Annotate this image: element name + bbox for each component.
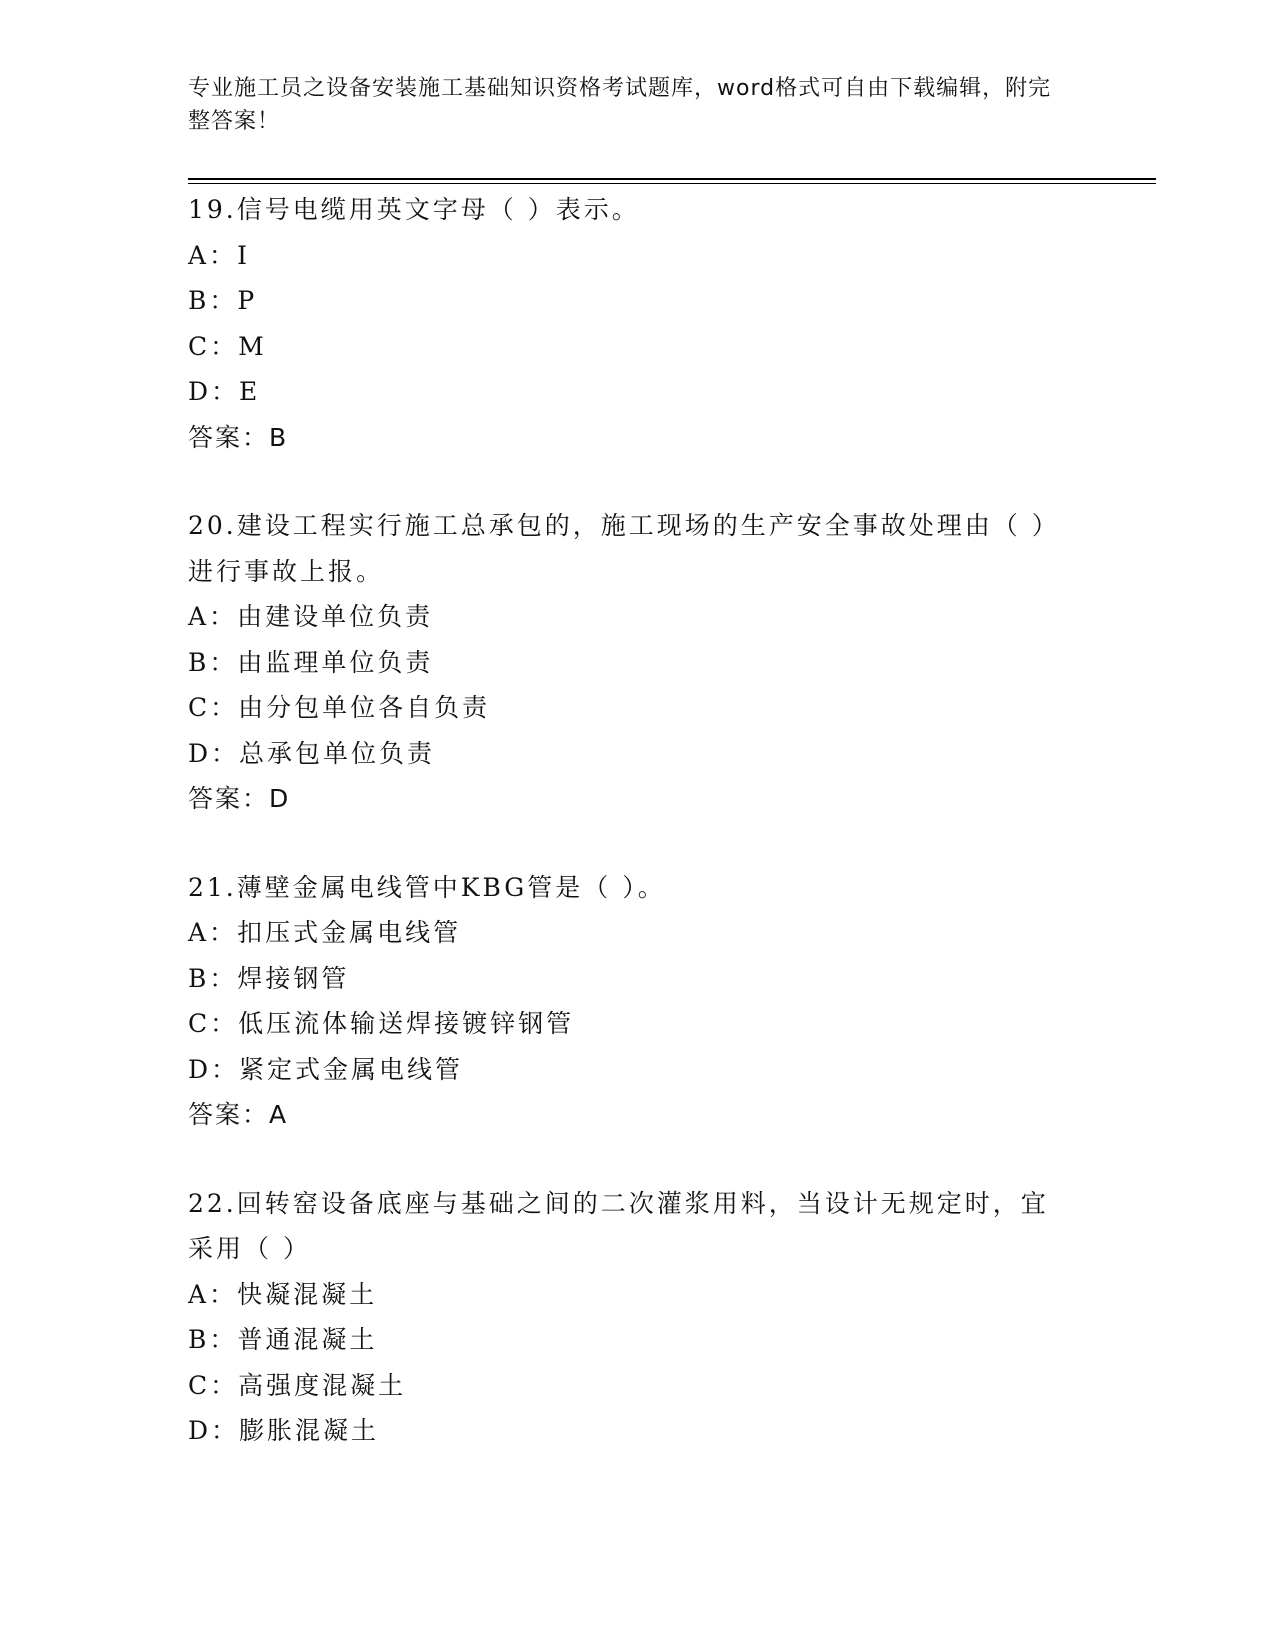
option-label: A：	[188, 1279, 238, 1309]
option-text: 紧定式金属电线管	[239, 1054, 464, 1084]
option-b	[188, 278, 1088, 324]
option-c	[188, 1001, 1088, 1047]
question-number: 20.	[188, 511, 237, 540]
option-label: C：	[188, 1370, 239, 1400]
question-list	[188, 187, 1088, 1497]
question-text	[188, 503, 1068, 594]
option-label: A：	[188, 240, 238, 270]
question-text	[188, 865, 1068, 911]
question-stem: 薄壁金属电线管中KBG管是（ ）。	[236, 872, 666, 902]
option-label: D：	[188, 377, 240, 406]
option-a	[188, 1272, 1088, 1318]
question-stem: 建设工程实行施工总承包的，施工现场的生产安全事故处理由（ ）进行事故上报。	[188, 511, 1060, 586]
answer-label: 答案：	[188, 422, 270, 452]
answer-value: A	[269, 1100, 289, 1129]
answer-line	[188, 776, 1088, 822]
option-d	[188, 369, 1088, 415]
option-label: C：	[188, 1009, 239, 1038]
question-number: 21.	[188, 872, 237, 902]
option-text: 扣压式金属电线管	[237, 918, 462, 947]
option-a	[188, 594, 1088, 640]
question-number: 22.	[188, 1188, 237, 1218]
option-a	[188, 910, 1088, 956]
option-label: B：	[188, 647, 238, 677]
option-text: 膨胀混凝土	[239, 1416, 380, 1445]
question-22	[188, 1181, 1088, 1454]
option-c	[188, 1363, 1088, 1409]
question-text	[188, 187, 1068, 233]
question-19	[188, 187, 1088, 460]
option-text: 由建设单位负责	[237, 602, 434, 631]
question-stem: 信号电缆用英文字母（ ）表示。	[236, 195, 640, 224]
answer-label: 答案：	[188, 784, 270, 813]
option-text: 焊接钢管	[237, 963, 350, 993]
option-text: 总承包单位负责	[239, 738, 436, 768]
option-label: D：	[188, 1416, 240, 1445]
option-label: D：	[188, 1054, 240, 1084]
option-b	[188, 956, 1088, 1002]
option-b	[188, 640, 1088, 686]
header-divider-thick	[188, 178, 1156, 180]
option-label: B：	[188, 1325, 238, 1354]
header-divider-thin	[188, 183, 1156, 184]
option-c	[188, 324, 1088, 370]
option-text: 快凝混凝土	[237, 1279, 378, 1309]
option-label: A：	[188, 918, 238, 947]
option-a	[188, 233, 1088, 279]
question-21	[188, 865, 1088, 1138]
answer-line	[188, 415, 1088, 461]
question-number: 19.	[188, 195, 237, 224]
option-label: B：	[188, 963, 238, 993]
option-label: C：	[188, 331, 239, 361]
question-text	[188, 1181, 1068, 1272]
option-text: I	[237, 240, 250, 270]
answer-label: 答案：	[188, 1100, 270, 1129]
option-text: 普通混凝土	[237, 1325, 378, 1354]
option-text: 低压流体输送焊接镀锌钢管	[238, 1009, 575, 1038]
option-text: P	[237, 286, 258, 315]
option-b	[188, 1317, 1088, 1363]
option-text: M	[238, 331, 267, 361]
option-label: B：	[188, 286, 238, 315]
answer-value: B	[269, 422, 289, 452]
question-20	[188, 503, 1088, 822]
option-label: D：	[188, 738, 240, 768]
answer-line	[188, 1092, 1088, 1138]
option-d	[188, 1408, 1088, 1454]
question-stem: 回转窑设备底座与基础之间的二次灌浆用料，当设计无规定时，宜采用（ ）	[188, 1188, 1049, 1263]
option-text: 由分包单位各自负责	[238, 693, 491, 722]
option-label: C：	[188, 693, 239, 722]
option-d	[188, 1047, 1088, 1093]
option-label: A：	[188, 602, 238, 631]
document-header: 专业施工员之设备安装施工基础知识资格考试题库，word格式可自由下载编辑，附完整答案！	[188, 76, 1052, 134]
answer-value: D	[269, 784, 291, 813]
option-text: 由监理单位负责	[237, 647, 434, 677]
option-d	[188, 731, 1088, 777]
option-text: 高强度混凝土	[238, 1370, 407, 1400]
option-c	[188, 685, 1088, 731]
option-text: E	[239, 377, 261, 406]
